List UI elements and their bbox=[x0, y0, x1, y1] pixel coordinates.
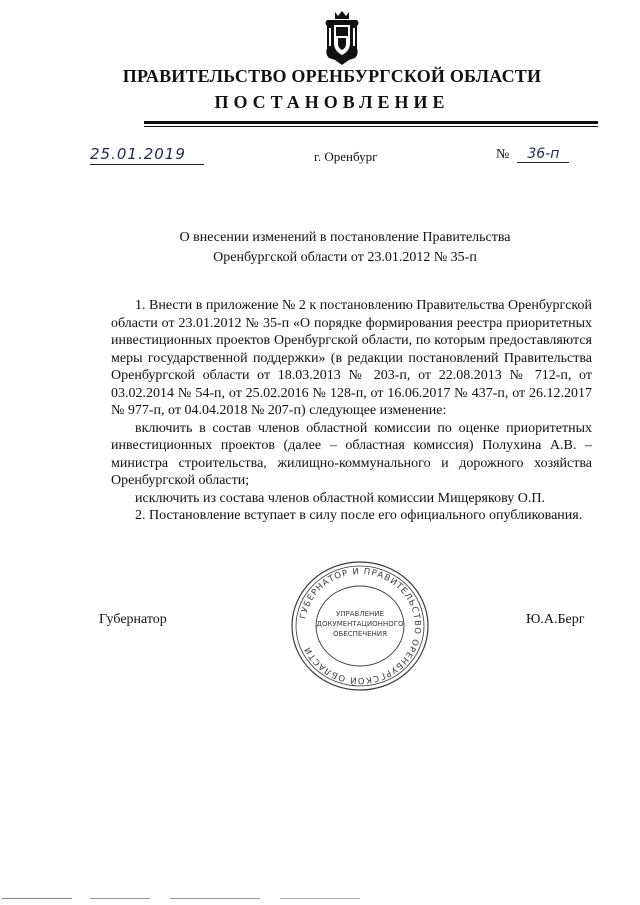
header-rule-thin bbox=[144, 126, 598, 127]
signatory-name: Ю.А.Берг bbox=[526, 612, 585, 627]
svg-text:ОБЕСПЕЧЕНИЯ: ОБЕСПЕЧЕНИЯ bbox=[333, 630, 387, 638]
subject-line: О внесении изменений в постановление Правительства bbox=[179, 230, 511, 245]
paragraph-exclude: исключить из состава членов областной комиссии Мищерякову О.П. bbox=[135, 490, 545, 506]
coat-of-arms-icon bbox=[321, 10, 363, 66]
document-number bbox=[496, 146, 569, 163]
paragraph-include: включить в состав членов областной комиссии по оценке приоритетных инвестиционных проектов (далее – областная комиссия) Полухина А.В. – министра строительства, жилищно-коммунального и дорожного хозяйства Оренбургской области; bbox=[111, 420, 592, 488]
paragraph-1: 1. Внести в приложение № 2 к постановлению Правительства Оренбургской области от 23.01.2012 № 35-п «О порядке формирования реестра приоритетных инвестиционных проектов Оренбургской области, по которым предоставляются меры государственной поддержки» (в редакции постановлений Правительства Оренбургской области от 18.03.2013 № 203-п, от 22.08.2013 № 712-п, от 03.02.2014 № 54-п, от 25.02.2016 № 128-п, от 16.06.2017 № 437-п, от 26.12.2017 № 977-п, от 04.04.2018 № 207-п) следующее изменение: bbox=[111, 298, 592, 418]
header-rule-thick bbox=[144, 121, 598, 124]
svg-text:УПРАВЛЕНИЕ: УПРАВЛЕНИЕ bbox=[336, 610, 384, 618]
svg-text:ГУБЕРНАТОР И ПРАВИТЕЛЬСТВО ОРЕ: ГУБЕРНАТОР И ПРАВИТЕЛЬСТВО ОРЕНБУРГСКОЙ ОБЛАСТИ bbox=[298, 566, 423, 686]
svg-text:ДОКУМЕНТАЦИОННОГО: ДОКУМЕНТАЦИОННОГО bbox=[316, 620, 404, 628]
document-body bbox=[111, 297, 592, 525]
scan-edge-artifact bbox=[0, 897, 640, 901]
subject-line: Оренбургской области от 23.01.2012 № 35-п bbox=[213, 250, 477, 265]
document-date: 25.01.2019 bbox=[90, 145, 204, 165]
document-type-title: ПОСТАНОВЛЕНИЕ bbox=[214, 92, 450, 112]
organization-title: ПРАВИТЕЛЬСТВО ОРЕНБУРГСКОЙ ОБЛАСТИ bbox=[122, 66, 542, 86]
paragraph-2: 2. Постановление вступает в силу после его официального опубликования. bbox=[135, 508, 583, 523]
document-subject bbox=[150, 228, 540, 268]
document-city: г. Оренбург bbox=[314, 149, 378, 164]
signatory-title: Губернатор bbox=[99, 612, 167, 627]
number-label: № bbox=[496, 147, 510, 162]
number-value: 36-п bbox=[517, 146, 569, 163]
official-stamp bbox=[289, 560, 431, 692]
